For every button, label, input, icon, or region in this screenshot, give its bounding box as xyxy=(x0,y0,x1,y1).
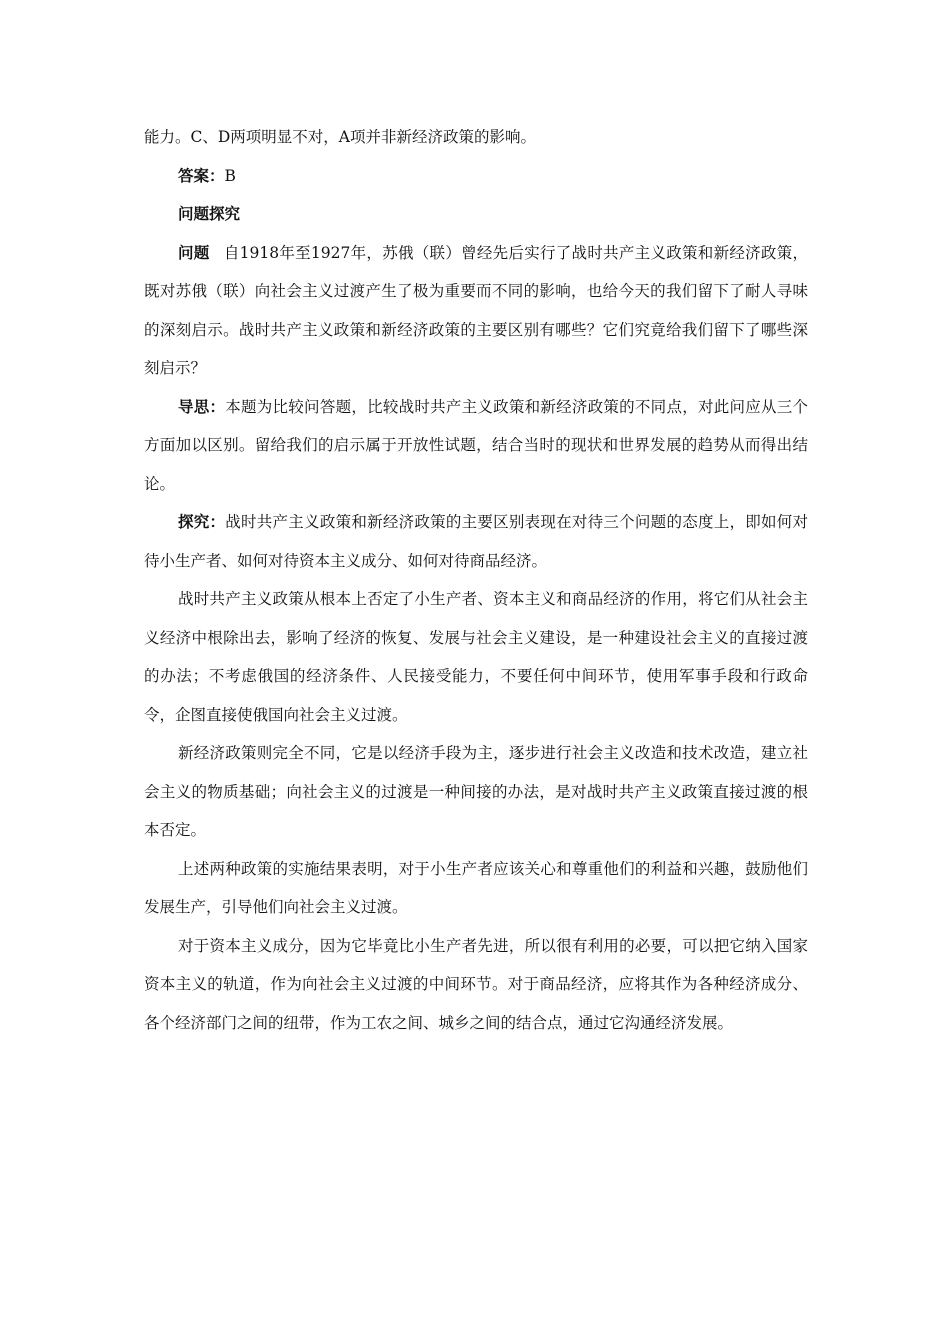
explore-paragraph xyxy=(144,503,808,580)
explore-text: 战时共产主义政策和新经济政策的主要区别表现在对待三个问题的态度上，即如何对待小生产者、如何对待资本主义成分、如何对待商品经济。 xyxy=(144,513,808,570)
guide-text: 本题为比较问答题，比较战时共产主义政策和新经济政策的不同点，对此问应从三个方面加以区别。留给我们的启示属于开放性试题，结合当时的现状和世界发展的趋势从而得出结论。 xyxy=(144,397,808,493)
body-paragraph-3: 上述两种政策的实施结果表明，对于小生产者应该关心和尊重他们的利益和兴趣，鼓励他们发展生产，引导他们向社会主义过渡。 xyxy=(144,859,808,916)
answer-line xyxy=(144,157,808,196)
guide-paragraph xyxy=(144,388,808,504)
answer-label: 答案： xyxy=(178,166,225,185)
body-paragraph-2: 新经济政策则完全不同，它是以经济手段为主，逐步进行社会主义改造和技术改造，建立社会主义的物质基础；向社会主义的过渡是一种间接的办法，是对战时共产主义政策直接过渡的根本否定。 xyxy=(144,744,808,839)
guide-label: 导思： xyxy=(178,397,226,416)
section-title: 问题探究 xyxy=(178,205,241,223)
document-page xyxy=(144,118,808,1042)
question-label: 问题 xyxy=(178,243,210,262)
answer-value: B xyxy=(224,166,236,185)
body-paragraph-4: 对于资本主义成分，因为它毕竟比小生产者先进，所以很有利用的必要，可以把它纳入国家资本主义的轨道，作为向社会主义过渡的中间环节。对于商品经济，应将其作为各种经济成分、各个经济部门之间的纽带，作为工农之间、城乡之间的结合点，通过它沟通经济发展。 xyxy=(144,936,808,1032)
question-text: 自1918年至1927年，苏俄（联）曾经先后实行了战时共产主义政策和新经济政策，既对苏俄（联）向社会主义过渡产生了极为重要而不同的影响，也给今天的我们留下了耐人寻味的深刻启示。战时共产主义政策和新经济政策的主要区别有哪些？它们究竟给我们留下了哪些深刻启示？ xyxy=(144,243,808,377)
explore-label: 探究： xyxy=(178,513,226,531)
body-paragraph-1: 战时共产主义政策从根本上否定了小生产者、资本主义和商品经济的作用，将它们从社会主义经济中根除出去，影响了经济的恢复、发展与社会主义建设，是一种建设社会主义的直接过渡的办法；不考虑俄国的经济条件、人民接受能力，不要任何中间环节，使用军事手段和行政命令，企图直接使俄国向社会主义过渡。 xyxy=(144,590,808,724)
question-paragraph xyxy=(144,234,808,388)
continuation-line: 能力。C、D两项明显不对，A项并非新经济政策的影响。 xyxy=(144,128,536,146)
